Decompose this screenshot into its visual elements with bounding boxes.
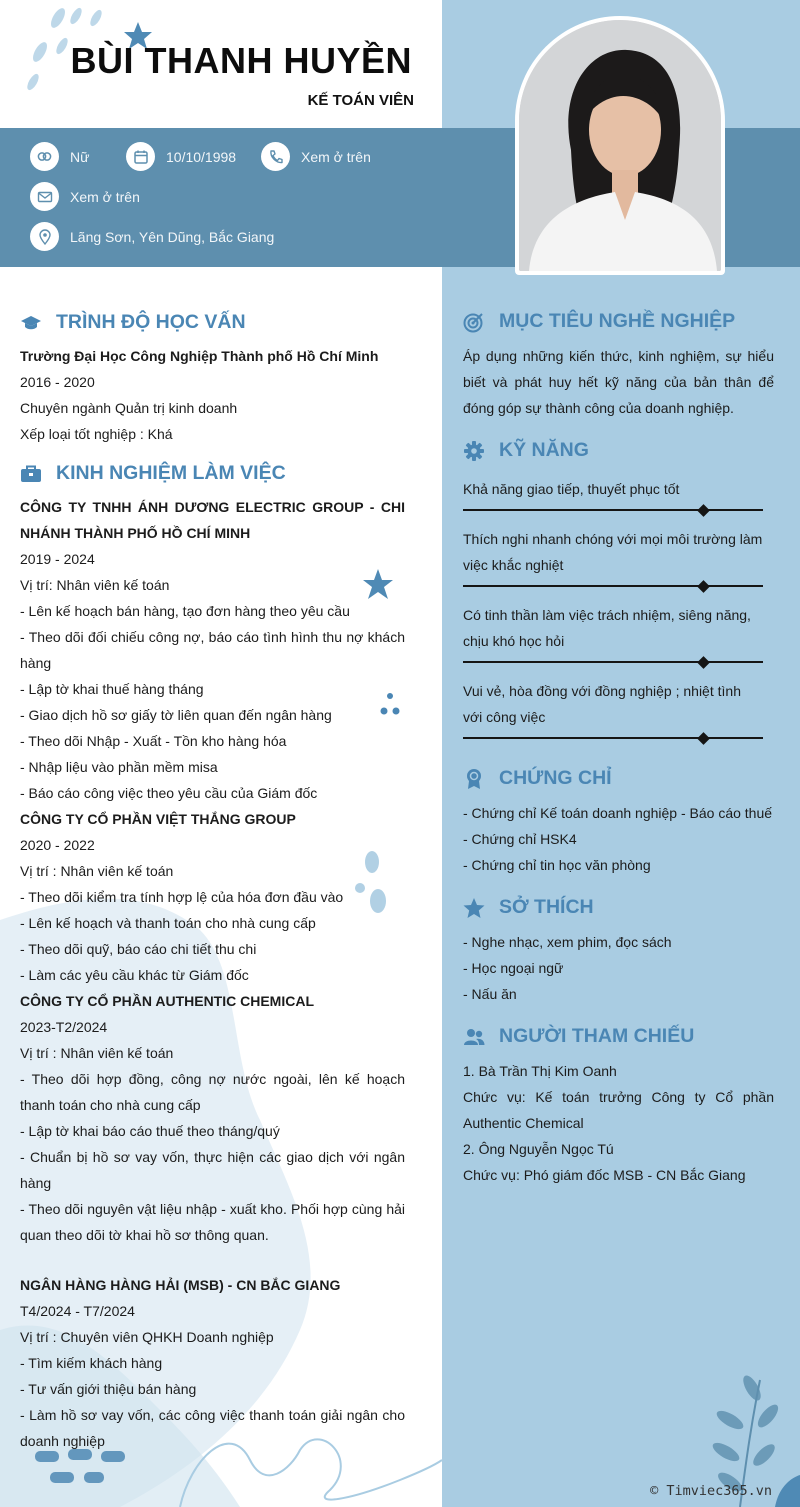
profile-photo-frame xyxy=(515,16,725,275)
company-name: NGÂN HÀNG HÀNG HẢI (MSB) - CN BẮC GIANG xyxy=(20,1277,341,1293)
reference-role: Chức vụ: Phó giám đốc MSB - CN Bắc Giang xyxy=(463,1167,746,1183)
company-name: CÔNG TY CỔ PHẦN AUTHENTIC CHEMICAL xyxy=(20,993,314,1009)
target-icon xyxy=(463,311,485,333)
briefcase-icon xyxy=(20,463,42,485)
contact-gender xyxy=(30,142,89,171)
skill-bar xyxy=(463,585,763,587)
email-value: Xem ở trên xyxy=(70,188,140,205)
star-icon xyxy=(463,897,485,919)
job-duty: - Theo dõi quỹ, báo cáo chi tiết thu chi xyxy=(20,941,257,957)
job-position: Vị trí : Nhân viên kế toán xyxy=(20,1045,174,1061)
reference-role: Chức vụ: Kế toán trưởng Công ty Cổ phần Authentic Chemical xyxy=(463,1089,774,1131)
experience-heading: KINH NGHIỆM LÀM VIỆC xyxy=(20,462,286,485)
gender-value: Nữ xyxy=(70,148,90,165)
skill-item: Khả năng giao tiếp, thuyết phục tốt xyxy=(463,481,680,497)
job-position: Vị trí : Chuyên viên QHKH Doanh nghiệp xyxy=(20,1329,274,1345)
job-duty: - Lên kế hoạch và thanh toán cho nhà cung cấp xyxy=(20,915,316,931)
education-heading: TRÌNH ĐỘ HỌC VẤN xyxy=(20,311,246,334)
job-title: KẾ TOÁN VIÊN xyxy=(307,92,414,109)
certificates-heading: CHỨNG CHỈ xyxy=(463,767,612,790)
skill-item: Thích nghi nhanh chóng với mọi môi trường làm việc khắc nghiệt xyxy=(463,531,763,573)
job-period: 2020 - 2022 xyxy=(20,837,95,853)
watermark: © Timviec365.vn xyxy=(650,1483,772,1499)
calendar-icon xyxy=(126,142,155,171)
hobbies-list xyxy=(463,929,774,1007)
job-duty: - Theo dõi đối chiếu công nợ, báo cáo tình hình thu nợ khách hàng xyxy=(20,629,405,671)
job-duty: - Làm các yêu cầu khác từ Giám đốc xyxy=(20,967,249,983)
contact-address xyxy=(30,222,274,251)
mail-icon xyxy=(30,182,59,211)
job-duty: - Theo dõi nguyên vật liệu nhập - xuất kho. Phối hợp cùng hải quan theo dõi tờ khai hồ sơ thông quan. xyxy=(20,1201,405,1243)
job-duty: - Lên kế hoạch bán hàng, tạo đơn hàng theo yêu cầu xyxy=(20,603,350,619)
spacer xyxy=(20,1248,405,1272)
job-duty: - Theo dõi Nhập - Xuất - Tồn kho hàng hóa xyxy=(20,733,287,749)
graduation-cap-icon xyxy=(20,312,42,334)
candidate-name: BÙI THANH HUYỀN xyxy=(70,40,412,81)
job-duty: - Lập tờ khai thuế hàng tháng xyxy=(20,681,204,697)
birthdate-value: 10/10/1998 xyxy=(166,148,237,165)
medal-icon xyxy=(463,768,485,790)
job-duty: - Tư vấn giới thiệu bán hàng xyxy=(20,1381,197,1397)
address-value: Lãng Sơn, Yên Dũng, Bắc Giang xyxy=(70,228,275,245)
profile-photo xyxy=(519,20,721,271)
references-heading: NGƯỜI THAM CHIẾU xyxy=(463,1025,694,1048)
phone-value: Xem ở trên xyxy=(301,148,371,165)
education-grade: Xếp loại tốt nghiệp : Khá xyxy=(20,426,173,442)
job-duty: - Chuẩn bị hồ sơ vay vốn, thực hiện các giao dịch với ngân hàng xyxy=(20,1149,405,1191)
location-icon xyxy=(30,222,59,251)
job-duty: - Theo dõi kiểm tra tính hợp lệ của hóa đơn đầu vào xyxy=(20,889,344,905)
skill-item: Vui vẻ, hòa đồng với đồng nghiệp ; nhiệt tình với công việc xyxy=(463,683,741,725)
users-icon xyxy=(463,1026,485,1048)
school-name: Trường Đại Học Công Nghiệp Thành phố Hồ Chí Minh xyxy=(20,348,379,364)
education-major: Chuyên ngành Quản trị kinh doanh xyxy=(20,400,238,416)
gender-icon xyxy=(30,142,59,171)
contact-birthdate xyxy=(126,142,236,171)
objective-text: Áp dụng những kiến thức, kinh nghiệm, sự hiểu biết và phát huy hết kỹ năng của bản thân để đóng góp sự thành công của doanh nghiệp. xyxy=(463,348,774,416)
job-duty: - Nhập liệu vào phần mềm misa xyxy=(20,759,218,775)
hobby-item: - Học ngoại ngữ xyxy=(463,960,564,976)
certificate-item: - Chứng chỉ tin học văn phòng xyxy=(463,857,651,873)
job-position: Vị trí : Nhân viên kế toán xyxy=(20,863,174,879)
job-duty: - Báo cáo công việc theo yêu cầu của Giám đốc xyxy=(20,785,318,801)
reference-name: 2. Ông Nguyễn Ngọc Tú xyxy=(463,1141,614,1157)
objective-heading: MỤC TIÊU NGHỀ NGHIỆP xyxy=(463,310,735,333)
job-duty: - Theo dõi hợp đồng, công nợ nước ngoài, lên kế hoạch thanh toán cho nhà cung cấp xyxy=(20,1071,405,1113)
company-name: CÔNG TY CỔ PHẦN VIỆT THẮNG GROUP xyxy=(20,811,296,827)
hobby-item: - Nấu ăn xyxy=(463,986,517,1002)
certificate-item: - Chứng chỉ Kế toán doanh nghiệp - Báo cáo thuế xyxy=(463,805,773,821)
skill-bar xyxy=(463,661,763,663)
gear-icon xyxy=(463,440,485,462)
contact-phone[interactable] xyxy=(261,142,371,171)
certificate-item: - Chứng chỉ HSK4 xyxy=(463,831,577,847)
company-name: CÔNG TY TNHH ÁNH DƯƠNG ELECTRIC GROUP - CHI NHÁNH THÀNH PHỐ HỒ CHÍ MINH xyxy=(20,499,405,541)
job-duty: - Giao dịch hồ sơ giấy tờ liên quan đến ngân hàng xyxy=(20,707,332,723)
job-period: 2023-T2/2024 xyxy=(20,1019,108,1035)
reference-name: 1. Bà Trần Thị Kim Oanh xyxy=(463,1063,617,1079)
skill-bar xyxy=(463,509,763,511)
job-duty: - Tìm kiếm khách hàng xyxy=(20,1355,163,1371)
job-period: T4/2024 - T7/2024 xyxy=(20,1303,135,1319)
job-duty: - Lập tờ khai báo cáo thuế theo tháng/quý xyxy=(20,1123,280,1139)
job-duty: - Làm hồ sơ vay vốn, các công việc thanh toán giải ngân cho doanh nghiệp xyxy=(20,1407,405,1449)
references-list xyxy=(463,1058,774,1188)
hobby-item: - Nghe nhạc, xem phim, đọc sách xyxy=(463,934,672,950)
contact-email[interactable] xyxy=(30,182,140,211)
certificates-list xyxy=(463,800,774,878)
skill-item: Có tinh thần làm việc trách nhiệm, siêng năng, chịu khó học hỏi xyxy=(463,607,751,649)
skills-heading: KỸ NĂNG xyxy=(463,439,589,462)
phone-icon xyxy=(261,142,290,171)
education-block xyxy=(20,343,405,447)
hobbies-heading: SỞ THÍCH xyxy=(463,896,594,919)
job-position: Vị trí: Nhân viên kế toán xyxy=(20,577,170,593)
job-period: 2019 - 2024 xyxy=(20,551,95,567)
experience-block xyxy=(20,494,405,1454)
skill-bar xyxy=(463,737,763,739)
education-years: 2016 - 2020 xyxy=(20,374,95,390)
